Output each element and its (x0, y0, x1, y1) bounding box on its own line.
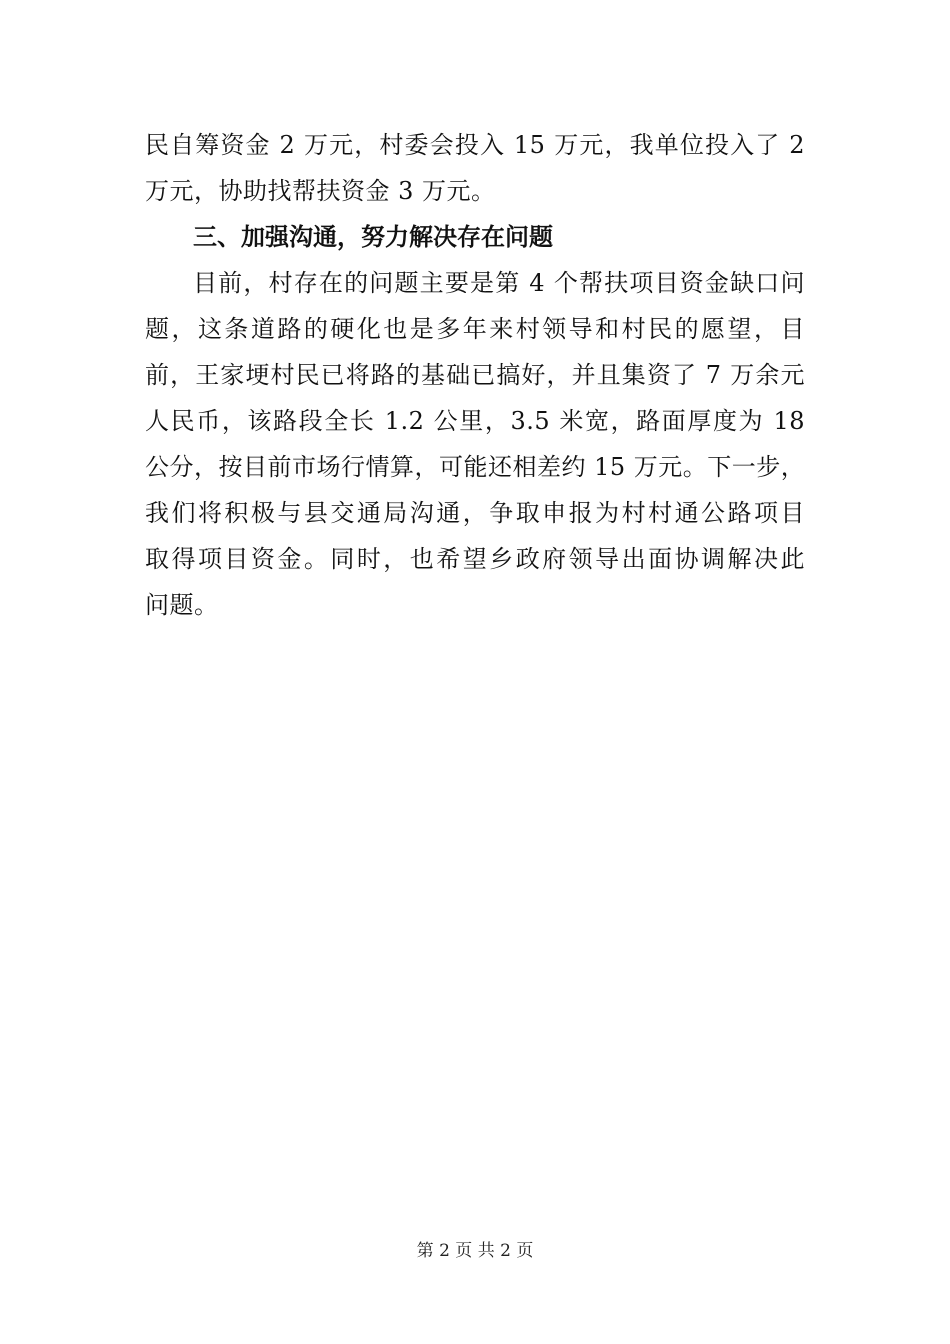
section-heading: 三、加强沟通，努力解决存在问题 (193, 223, 553, 251)
paragraph-line: 我们将积极与县交通局沟通，争取申报为村村通公路项目 (145, 499, 805, 527)
document-body (145, 122, 805, 628)
paragraph-line: 人民币，该路段全长 1.2 公里，3.5 米宽，路面厚度为 18 (145, 407, 805, 435)
paragraph-line: 公分，按目前市场行情算，可能还相差约 15 万元。下一步， (145, 453, 806, 481)
paragraph-line: 问题。 (145, 591, 219, 619)
paragraph-line: 前，王家埂村民已将路的基础已搞好，并且集资了 7 万余元 (145, 361, 805, 389)
paragraph-line: 万元，协助找帮扶资金 3 万元。 (145, 177, 496, 205)
paragraph-line: 目前，村存在的问题主要是第 4 个帮扶项目资金缺口问 (193, 269, 805, 297)
paragraph-line: 民自筹资金 2 万元，村委会投入 15 万元，我单位投入了 2 (145, 131, 805, 159)
page-number-footer: 第 2 页 共 2 页 (416, 1241, 534, 1261)
paragraph-line: 题，这条道路的硬化也是多年来村领导和村民的愿望，目 (145, 315, 805, 343)
paragraph-line: 取得项目资金。同时，也希望乡政府领导出面协调解决此 (145, 545, 805, 573)
